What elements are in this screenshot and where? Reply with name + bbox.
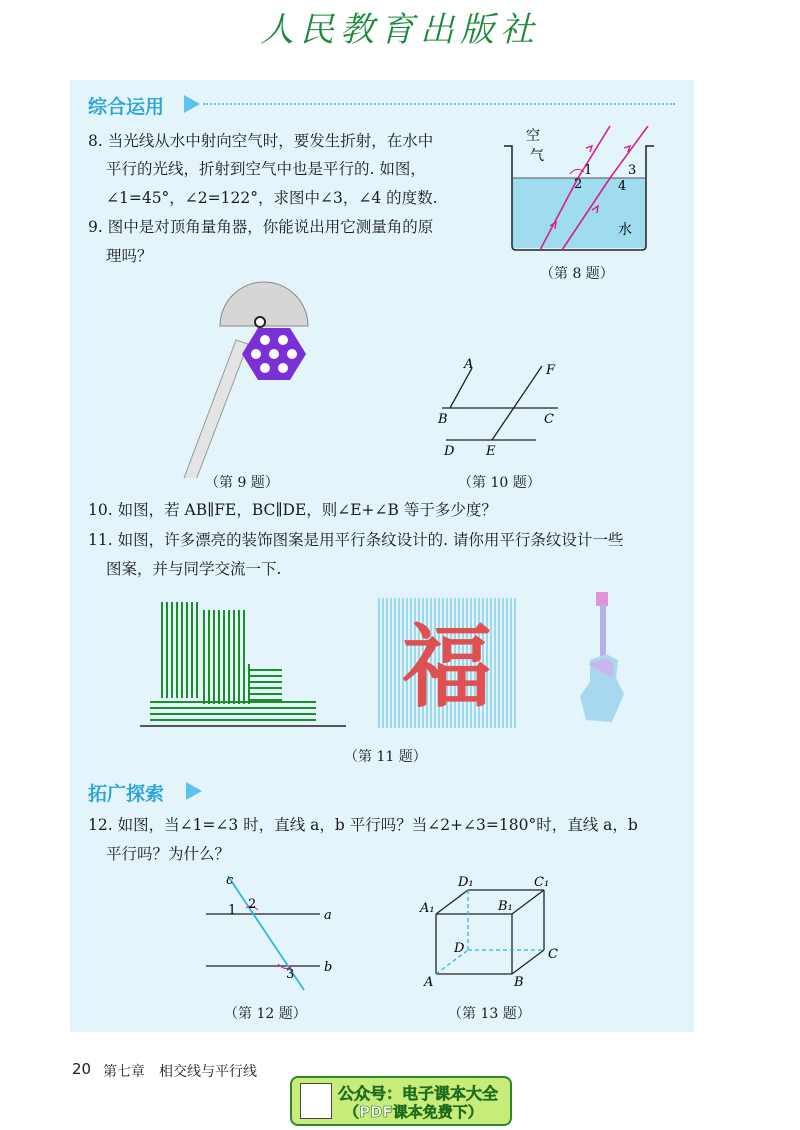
section-arrow-icon [186, 782, 202, 800]
question-9-line-1: 9. 图中是对顶角量角器，你能说出用它测量角的原 [88, 218, 434, 236]
section-title-comprehensive: 综合运用 [88, 96, 165, 118]
ruler-arm [184, 340, 248, 478]
section-arrow-icon [184, 95, 200, 113]
question-10: 10. 如图，若 AB∥FE，BC∥DE，则∠E+∠B 等于多少度？ [88, 501, 497, 519]
label-A: A [424, 975, 434, 990]
question-8-line-3: ∠1=45°，∠2=122°，求图中∠3，∠4 的度数. [106, 189, 438, 207]
label-A1: A₁ [420, 901, 435, 916]
label-water: 水 [618, 222, 632, 238]
angle-3-label: 3 [628, 163, 637, 178]
figure-11-fu-pattern [378, 598, 516, 728]
angle-4-label: 4 [618, 179, 627, 194]
figure-9-protractor [176, 278, 326, 478]
angle-2-label: 2 [574, 177, 583, 192]
question-11-line-2: 图案，并与同学交流一下. [106, 560, 282, 578]
angle-1-label: 1 [584, 163, 593, 178]
angle-2-label: 2 [248, 897, 257, 912]
publisher-logo: 人民教育出版社 [260, 10, 540, 50]
label-D: D [444, 444, 455, 459]
watermark-stamp [290, 1076, 512, 1126]
label-A: A [464, 357, 474, 372]
label-air: 空 [526, 128, 540, 144]
question-8-line-1: 8. 当光线从水中射向空气时，要发生折射，在水中 [88, 132, 434, 150]
label-B: B [514, 975, 524, 990]
label-C: C [548, 947, 558, 962]
caption-figure-12: （第 12 题） [224, 1006, 307, 1022]
label-E: E [486, 444, 496, 459]
section-title-extension: 拓广探索 [88, 783, 165, 805]
label-B1: B₁ [498, 899, 513, 914]
section-divider [203, 103, 675, 105]
label-D1: D₁ [458, 875, 474, 890]
caption-figure-9: （第 9 题） [205, 475, 279, 491]
angle-3-label: 3 [286, 967, 295, 982]
question-9-line-2: 理吗？ [106, 247, 153, 265]
ray-1-air [578, 126, 610, 178]
label-D: D [454, 941, 465, 956]
label-air-2: 气 [530, 148, 544, 164]
book-icon [300, 1083, 332, 1119]
figure-13-cube [416, 874, 576, 994]
label-C1: C₁ [534, 875, 550, 890]
question-11-line-1: 11. 如图，许多漂亮的装饰图案是用平行条纹设计的. 请你用平行条纹设计一些 [88, 531, 624, 549]
arrow-icon [586, 146, 592, 152]
pivot-screw [255, 317, 265, 327]
stamp-line-1: 公众号：电子课本大全 [338, 1084, 499, 1103]
caption-figure-13: （第 13 题） [448, 1006, 531, 1022]
label-c: c [226, 873, 234, 888]
figure-11-buildings [140, 598, 350, 728]
figure-12-diagram [196, 872, 346, 992]
figure-10-diagram [432, 352, 582, 462]
label-b: b [324, 960, 333, 975]
figure-8-beaker [500, 126, 660, 258]
label-C: C [544, 412, 554, 427]
label-B: B [438, 412, 448, 427]
caption-figure-10: （第 10 题） [458, 475, 541, 491]
chapter-title: 第七章 相交线与平行线 [103, 1064, 257, 1080]
label-F: F [546, 363, 556, 378]
caption-figure-8: （第 8 题） [540, 266, 614, 282]
fu-character: 福 [402, 614, 492, 720]
angle-1-label: 1 [228, 903, 237, 918]
question-12-line-1: 12. 如图，当∠1=∠3 时，直线 a，b 平行吗？当∠2+∠3=180°时，直线 a，b [88, 816, 638, 834]
label-a: a [324, 908, 332, 923]
question-12-line-2: 平行吗？为什么？ [106, 845, 231, 863]
caption-figure-11: （第 11 题） [344, 749, 427, 765]
question-8-line-2: 平行的光线，折射到空气中也是平行的. 如图， [106, 160, 426, 178]
page-number: 20 [72, 1060, 92, 1078]
stamp-line-2: （PDF课本免费下） [344, 1103, 483, 1121]
figure-11-guitar [576, 590, 636, 730]
